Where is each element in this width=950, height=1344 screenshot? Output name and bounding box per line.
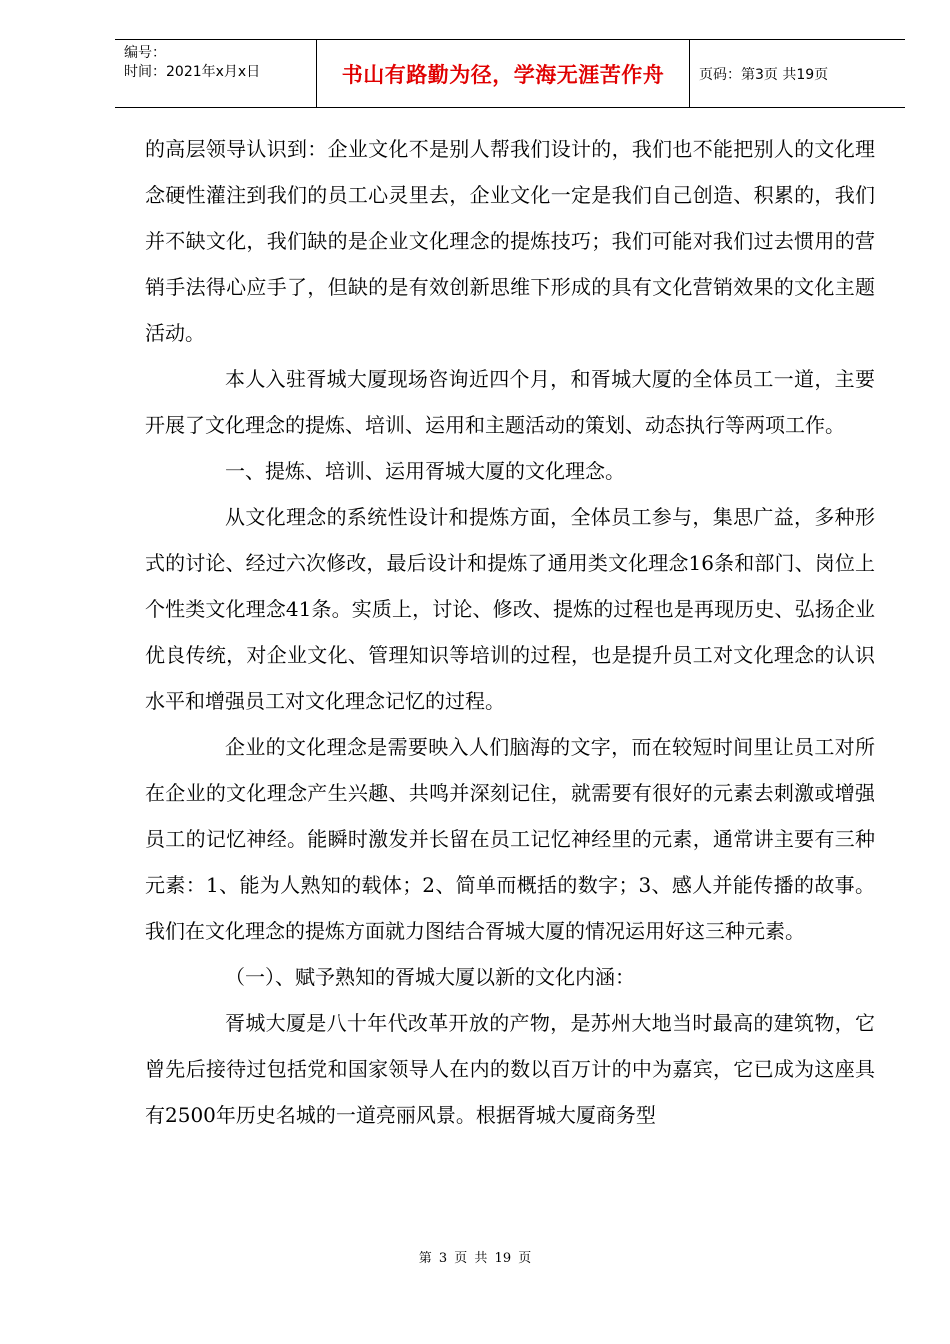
header-motto-cell (316, 40, 690, 107)
header-number-label: 编号： (124, 45, 166, 61)
section-heading: 一、提炼、培训、运用胥城大厦的文化理念。 (225, 459, 625, 483)
subsection-heading: （一）、赋予熟知的胥城大厦以新的文化内涵： (225, 965, 635, 989)
header-motto: 书山有路勤为径，学海无涯苦作舟 (341, 61, 665, 87)
document-body (145, 126, 875, 1138)
body-paragraph: 从文化理念的系统性设计和提炼方面，全体员工参与，集思广益，多种形式的讨论、经过六次修改，最后设计和提炼了通用类文化理念16条和部门、岗位上个性类文化理念41条。实质上，讨论、修改、提炼的过程也是再现历史、弘扬企业优良传统，对企业文化、管理知识等培训的过程，也是提升员工对文化理念的认识水平和增强员工对文化理念记忆的过程。 (145, 505, 875, 713)
header-page-cell (690, 40, 905, 107)
body-paragraph: 胥城大厦是八十年代改革开放的产物，是苏州大地当时最高的建筑物，它曾先后接待过包括党和国家领导人在内的数以百万计的中为嘉宾，它已成为这座具有2500年历史名城的一道亮丽风景。根据胥城大厦商务型 (145, 1011, 875, 1127)
body-paragraph: 企业的文化理念是需要映入人们脑海的文字，而在较短时间里让员工对所在企业的文化理念产生兴趣、共鸣并深刻记住，就需要有很好的元素去刺激或增强员工的记忆神经。能瞬时激发并长留在员工记忆神经里的元素，通常讲主要有三种元素：1、能为人熟知的载体；2、简单而概括的数字；3、感人并能传播的故事。 我们在文化理念的提炼方面就力图结合胥城大厦的情况运用好这三种元素。 (145, 735, 875, 943)
header-time-label: 时间：2021年x月x日 (124, 64, 261, 80)
page-footer: 第 3 页 共 19 页 (418, 1251, 532, 1266)
header-page-label: 页码：第3页 共19页 (699, 66, 829, 83)
body-paragraph: 本人入驻胥城大厦现场咨询近四个月，和胥城大厦的全体员工一道，主要开展了文化理念的提炼、培训、运用和主题活动的策划、动态执行等两项工作。 (145, 367, 875, 437)
page-header (115, 39, 905, 108)
body-paragraph: 的高层领导认识到：企业文化不是别人帮我们设计的，我们也不能把别人的文化理念硬性灌注到我们的员工心灵里去，企业文化一定是我们自己创造、积累的，我们并不缺文化，我们缺的是企业文化理念的提炼技巧；我们可能对我们过去惯用的营销手法得心应手了，但缺的是有效创新思维下形成的具有文化营销效果的文化主题活动。 (145, 137, 875, 345)
header-meta (115, 40, 316, 107)
